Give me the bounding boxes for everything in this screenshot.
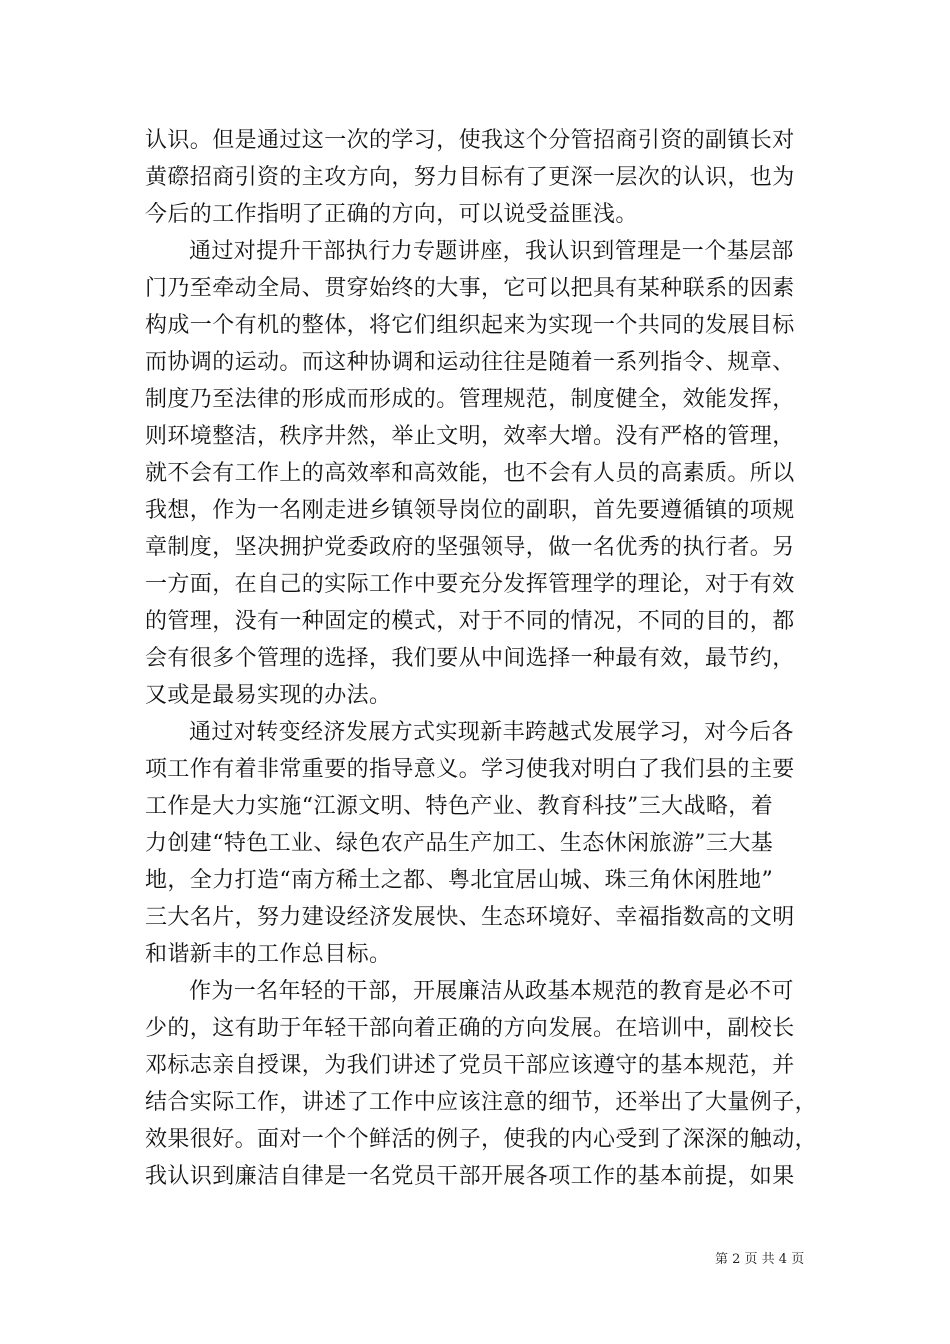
text-line: 结合实际工作，讲述了工作中应该注意的细节，还举出了大量例子，: [145, 1090, 818, 1115]
text-line: 通过对转变经济发展方式实现新丰跨越式发展学习，对今后各: [189, 720, 794, 745]
text-line: 一方面，在自己的实际工作中要充分发挥管理学的理论，对于有效: [145, 572, 795, 597]
text-line: 会有很多个管理的选择，我们要从中间选择一种最有效，最节约，: [145, 646, 795, 671]
text-line: 今后的工作指明了正确的方向，可以说受益匪浅。: [145, 202, 638, 227]
text-line: 章制度，坚决拥护党委政府的坚强领导，做一名优秀的执行者。另: [145, 535, 795, 560]
text-line: 制度乃至法律的形成而形成的。管理规范，制度健全，效能发挥，: [145, 387, 795, 412]
text-line: 认识。但是通过这一次的学习，使我这个分管招商引资的副镇长对: [145, 128, 795, 153]
text-line: 项工作有着非常重要的指导意义。学习使我对明白了我们县的主要: [145, 757, 795, 782]
text-line: 而协调的运动。而这种协调和运动往往是随着一系列指令、规章、: [145, 350, 795, 375]
document-body: [145, 122, 818, 1195]
text-line: 我认识到廉洁自律是一名党员干部开展各项工作的基本前提，如果: [145, 1164, 795, 1189]
text-line: 作为一名年轻的干部，开展廉洁从政基本规范的教育是必不可: [189, 979, 794, 1004]
text-line: 地，全力打造“南方稀土之都、粤北宜居山城、珠三角休闲胜地”: [145, 868, 774, 893]
text-line: 通过对提升干部执行力专题讲座，我认识到管理是一个基层部: [189, 239, 794, 264]
text-line: 和谐新丰的工作总目标。: [145, 942, 392, 967]
text-line: 我想，作为一名刚走进乡镇领导岗位的副职，首先要遵循镇的项规: [145, 498, 795, 523]
text-line: 构成一个有机的整体，将它们组织起来为实现一个共同的发展目标: [145, 313, 795, 338]
text-line: 三大名片，努力建设经济发展快、生态环境好、幸福指数高的文明: [145, 905, 795, 930]
text-line: 工作是大力实施“江源文明、特色产业、教育科技”三大战略，着: [145, 794, 774, 819]
text-line: 黄磜招商引资的主攻方向，努力目标有了更深一层次的认识，也为: [145, 165, 795, 190]
text-line: 的管理，没有一种固定的模式，对于不同的情况，不同的目的，都: [145, 609, 795, 634]
page-number: 第 2 页 共 4 页: [715, 1252, 805, 1267]
text-line: 又或是最易实现的办法。: [145, 683, 392, 708]
text-line: 少的，这有助于年轻干部向着正确的方向发展。在培训中，副校长: [145, 1016, 795, 1041]
text-line: 门乃至牵动全局、贯穿始终的大事，它可以把具有某种联系的因素: [145, 276, 795, 301]
text-line: 效果很好。面对一个个鲜活的例子，使我的内心受到了深深的触动，: [145, 1127, 818, 1152]
text-line: 则环境整洁，秩序井然，举止文明，效率大增。没有严格的管理，: [145, 424, 795, 449]
text-line: 力创建“特色工业、绿色农产品生产加工、生态休闲旅游”三大基: [145, 831, 774, 856]
text-line: 邓标志亲自授课，为我们讲述了党员干部应该遵守的基本规范，并: [145, 1053, 795, 1078]
text-line: 就不会有工作上的高效率和高效能，也不会有人员的高素质。所以: [145, 461, 795, 486]
